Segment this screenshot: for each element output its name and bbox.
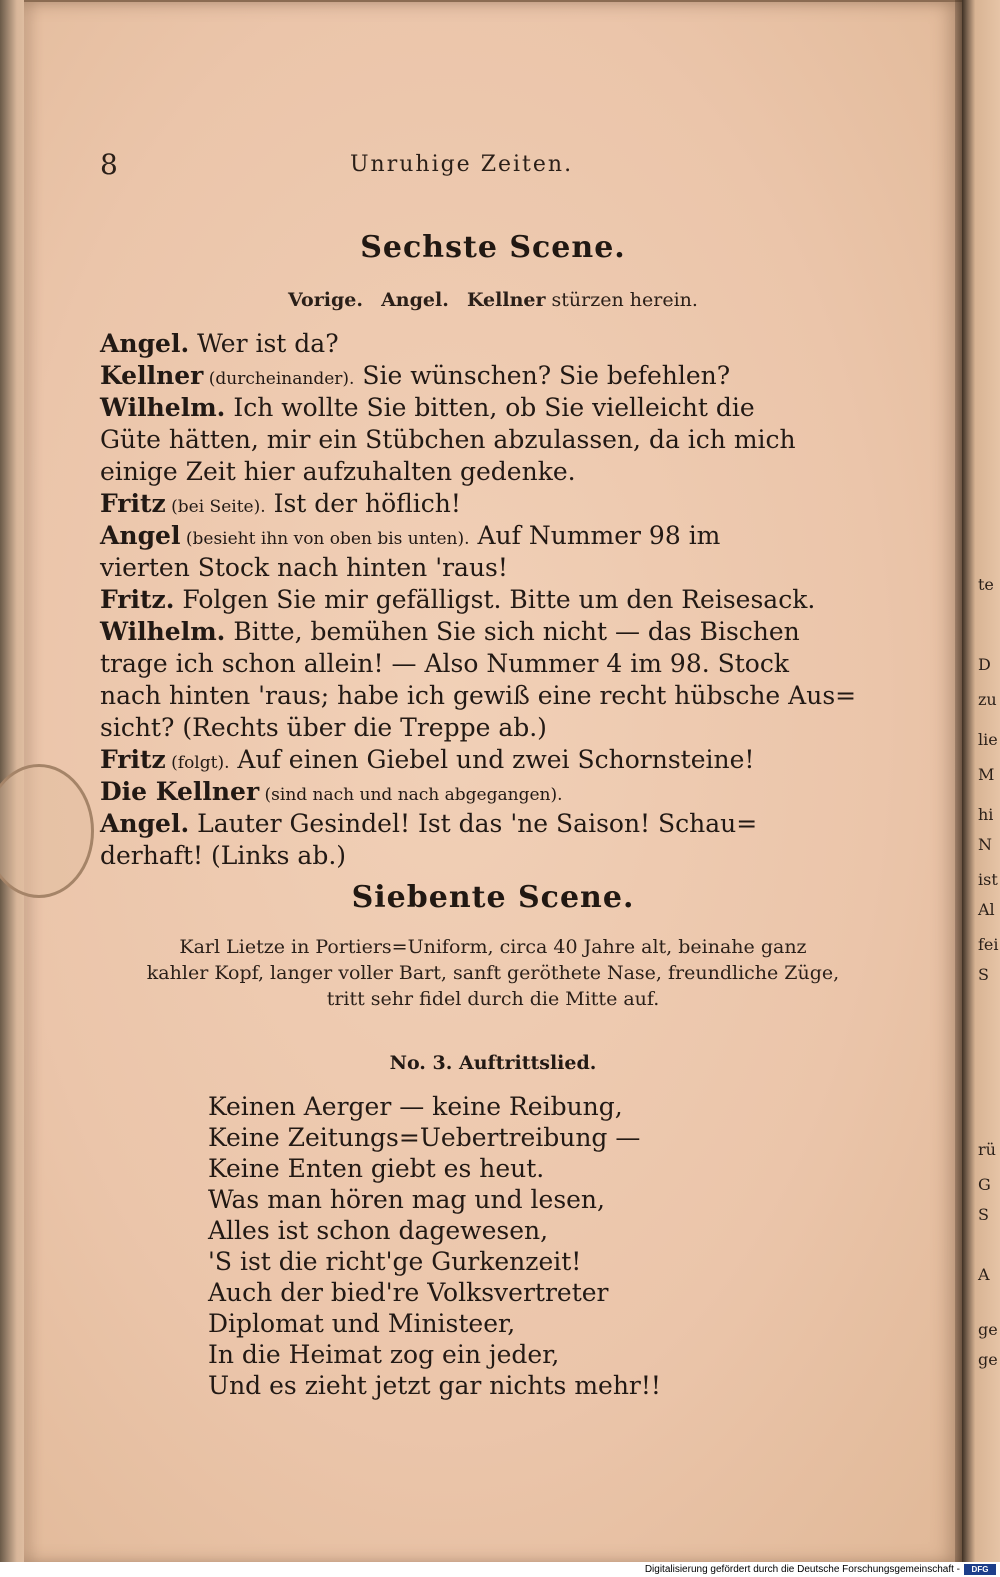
stage-direction-vorige: Vorige. bbox=[288, 289, 363, 311]
facing-page-fragment: te bbox=[978, 575, 994, 594]
dialogue-line bbox=[100, 521, 845, 550]
dialogue-line bbox=[100, 457, 845, 486]
dialogue-text: Lauter Gesindel! Ist das 'ne Saison! Schau= bbox=[189, 809, 758, 838]
dialogue-line bbox=[100, 777, 845, 806]
dialogue-line bbox=[100, 617, 845, 646]
dialogue-text: Auf Nummer 98 im bbox=[469, 521, 721, 550]
speaker-name: Angel. bbox=[100, 809, 190, 838]
verse-line: Keinen Aerger — keine Reibung, bbox=[208, 1092, 623, 1121]
verse-line: Was man hören mag und lesen, bbox=[208, 1185, 605, 1214]
dialogue-text: Güte hätten, mir ein Stübchen abzulassen, da ich mich bbox=[100, 425, 796, 454]
facing-page-fragment: N bbox=[978, 835, 992, 854]
verse-line: Diplomat und Ministeer, bbox=[208, 1309, 516, 1338]
verse-line: Alles ist schon dagewesen, bbox=[208, 1216, 549, 1245]
speaker-name: Wilhelm. bbox=[100, 393, 226, 422]
page-number: 8 bbox=[100, 148, 118, 181]
dialogue-line bbox=[100, 361, 845, 390]
facing-page-edge bbox=[962, 0, 1000, 1562]
dialogue-line bbox=[100, 393, 845, 422]
facing-page-fragment: rü bbox=[978, 1140, 996, 1159]
dialogue-line bbox=[100, 425, 845, 454]
verse-line: Keine Zeitungs=Uebertreibung — bbox=[208, 1123, 641, 1152]
verse-line: Und es zieht jetzt gar nichts mehr!! bbox=[208, 1371, 661, 1400]
footer-credit: Digitalisierung gefördert durch die Deutsche Forschungsgemeinschaft - bbox=[644, 1564, 960, 1575]
stage-direction-angel: Angel. bbox=[381, 289, 449, 311]
dialogue-line bbox=[100, 713, 845, 742]
dialogue-line bbox=[100, 585, 845, 614]
stage-direction: (sind nach und nach abgegangen). bbox=[259, 785, 563, 805]
dialogue-text: Folgen Sie mir gefälligst. Bitte um den Reisesack. bbox=[174, 585, 816, 614]
dialogue-text: sicht? (Rechts über die Treppe ab.) bbox=[100, 713, 547, 742]
facing-page-fragment: D bbox=[978, 655, 991, 674]
dialogue-text: Bitte, bemühen Sie sich nicht — das Bischen bbox=[225, 617, 800, 646]
scene-seven-title: Siebente Scene. bbox=[351, 880, 635, 915]
facing-page-fragment: A bbox=[978, 1265, 990, 1284]
facing-page-fragment: ist bbox=[978, 870, 998, 889]
scene-six-stage-direction bbox=[24, 289, 962, 311]
running-head: Unruhige Zeiten. bbox=[350, 152, 574, 177]
dialogue-text: trage ich schon allein! — Also Nummer 4 im 98. Stock bbox=[100, 649, 789, 678]
verse-line: Auch der bied're Volksvertreter bbox=[208, 1278, 609, 1307]
dialogue-line bbox=[100, 649, 845, 678]
dialogue-text: Wer ist da? bbox=[189, 329, 339, 358]
scene-seven-description-line: Karl Lietze in Portiers=Uniform, circa 40 Jahre alt, beinahe ganz bbox=[179, 936, 807, 958]
speaker-name: Angel bbox=[100, 521, 181, 550]
dialogue-text: Sie wünschen? Sie befehlen? bbox=[354, 361, 731, 390]
stage-direction: (bei Seite). bbox=[165, 497, 266, 517]
dialogue-text: derhaft! (Links ab.) bbox=[100, 841, 347, 870]
facing-page-fragment: ge bbox=[978, 1320, 998, 1339]
dialogue-line bbox=[100, 681, 857, 710]
facing-page-fragment: fei bbox=[978, 935, 999, 954]
dialogue-line bbox=[100, 841, 845, 870]
dialogue-text: nach hinten 'raus; habe ich gewiß eine recht hübsche Aus= bbox=[100, 681, 857, 710]
facing-page-fragment: Al bbox=[978, 900, 995, 919]
facing-page-fragment: ge bbox=[978, 1350, 998, 1369]
dfg-logo: DFG bbox=[964, 1564, 996, 1575]
facing-page-fragment: zu bbox=[978, 690, 997, 709]
dialogue-text: Auf einen Giebel und zwei Schornsteine! bbox=[229, 745, 755, 774]
speaker-name: Fritz. bbox=[100, 585, 175, 614]
facing-page-fragment: S bbox=[978, 1205, 989, 1224]
dialogue-line bbox=[100, 553, 845, 582]
dialogue-text: vierten Stock nach hinten 'raus! bbox=[100, 553, 508, 582]
scene-six-title: Sechste Scene. bbox=[360, 230, 626, 265]
dialogue-line bbox=[100, 745, 845, 774]
facing-page-fragment: G bbox=[978, 1175, 991, 1194]
facing-page-fragment: hi bbox=[978, 805, 994, 824]
stage-direction-action: stürzen herein. bbox=[551, 289, 698, 311]
song-title: No. 3. Auftrittslied. bbox=[389, 1052, 597, 1074]
stage-direction-kellner: Kellner bbox=[466, 289, 546, 311]
scene-seven-description-line: tritt sehr fidel durch die Mitte auf. bbox=[326, 988, 660, 1010]
dialogue-text: einige Zeit hier aufzuhalten gedenke. bbox=[100, 457, 576, 486]
speaker-name: Wilhelm. bbox=[100, 617, 226, 646]
speaker-name: Die Kellner bbox=[100, 777, 260, 806]
speaker-name: Angel. bbox=[100, 329, 190, 358]
scene-seven-description-line: kahler Kopf, langer voller Bart, sanft geröthete Nase, freundliche Züge, bbox=[146, 962, 840, 984]
dialogue-line bbox=[100, 489, 845, 518]
dialogue-text: Ist der höflich! bbox=[265, 489, 461, 518]
verse-line: 'S ist die richt'ge Gurkenzeit! bbox=[208, 1247, 582, 1276]
speaker-name: Fritz bbox=[100, 745, 166, 774]
dialogue-line bbox=[100, 809, 845, 838]
verse-line: In die Heimat zog ein jeder, bbox=[208, 1340, 560, 1369]
facing-page-fragment: lie bbox=[978, 730, 998, 749]
facing-page-fragment: S bbox=[978, 965, 989, 984]
stage-direction: (folgt). bbox=[165, 753, 230, 773]
stage-direction: (besieht ihn von oben bis unten). bbox=[180, 529, 470, 549]
speaker-name: Fritz bbox=[100, 489, 166, 518]
speaker-name: Kellner bbox=[100, 361, 204, 390]
book-page bbox=[24, 0, 962, 1564]
dialogue-line bbox=[100, 329, 845, 358]
stage-direction: (durcheinander). bbox=[203, 369, 355, 389]
dialogue-text: Ich wollte Sie bitten, ob Sie vielleicht die bbox=[225, 393, 755, 422]
verse-line: Keine Enten giebt es heut. bbox=[208, 1154, 545, 1183]
facing-page-fragment: M bbox=[978, 765, 995, 784]
bookmark-clip bbox=[0, 764, 94, 898]
